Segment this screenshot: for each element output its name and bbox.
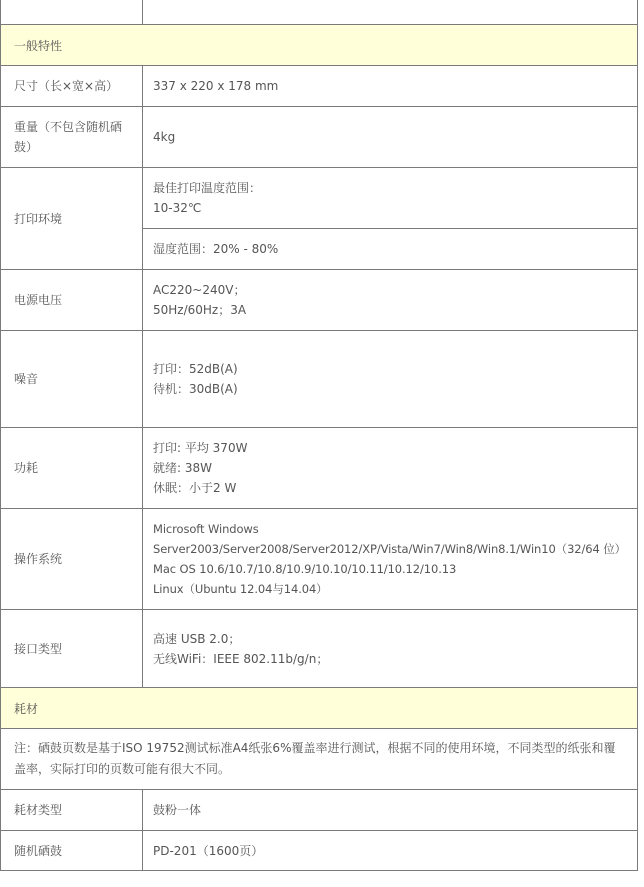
row-note xyxy=(1,729,637,790)
row-weight xyxy=(1,107,637,168)
consumable-type-label: 耗材类型 xyxy=(1,790,143,830)
size-value-cell xyxy=(143,66,637,106)
interface-value-cell xyxy=(143,610,637,687)
noise-label: 噪音 xyxy=(1,331,143,427)
row-environment xyxy=(1,168,637,270)
row-consumable-type xyxy=(1,790,637,831)
bundled-drum-label: 随机硒鼓 xyxy=(1,831,143,871)
consumption-lines xyxy=(143,428,637,508)
section-general-title: 一般特性 xyxy=(14,38,63,53)
weight-value: 4kg xyxy=(153,130,176,144)
row-consumption xyxy=(1,428,637,509)
humidity-value: 湿度范围：20% - 80% xyxy=(153,242,279,256)
size-value: 337 x 220 x 178 mm xyxy=(153,79,279,93)
power-lines xyxy=(143,270,637,330)
os-line: Microsoft Windows xyxy=(153,522,259,536)
os-line: Mac OS 10.6/10.7/10.8/10.9/10.10/10.11/10.12/10.13 xyxy=(153,562,457,576)
os-line: Linux（Ubuntu 12.04与14.04） xyxy=(153,582,328,596)
consumption-label: 功耗 xyxy=(1,428,143,508)
row-power xyxy=(1,270,637,331)
row-bundled-drum xyxy=(1,831,637,871)
os-value-cell xyxy=(143,509,637,609)
power-line: 50Hz/60Hz；3A xyxy=(153,303,247,317)
os-line: Server2003/Server2008/Server2012/XP/Vista/Win7/Win8/Win8.1/Win10（32/64 位） xyxy=(153,542,627,556)
os-label: 操作系统 xyxy=(1,509,143,609)
weight-label: 重量（不包含随机硒鼓） xyxy=(1,107,143,167)
temperature-cell xyxy=(143,168,637,229)
environment-value-cell xyxy=(143,168,637,269)
consumption-line: 休眠：小于2 W xyxy=(153,481,237,495)
consumption-line: 打印: 平均 370W xyxy=(153,441,248,455)
environment-label: 打印环境 xyxy=(1,168,143,269)
interface-line: 无线WiFi：IEEE 802.11b/g/n； xyxy=(153,651,329,666)
weight-value-cell xyxy=(143,107,637,167)
bundled-drum-value: PD-201（1600页） xyxy=(153,844,264,858)
power-label: 电源电压 xyxy=(1,270,143,330)
section-general xyxy=(1,25,637,66)
top-partial-label-cell xyxy=(1,0,143,24)
temperature-label: 最佳打印温度范围： xyxy=(153,181,262,195)
row-size xyxy=(1,66,637,107)
noise-line: 打印：52dB(A) xyxy=(153,362,238,376)
row-os xyxy=(1,509,637,610)
section-consumables-title: 耗材 xyxy=(14,701,39,716)
interface-line: 高速 USB 2.0； xyxy=(153,631,241,646)
temperature-value: 10-32℃ xyxy=(153,201,202,215)
consumable-type-value-cell xyxy=(143,790,637,830)
section-consumables xyxy=(1,688,637,729)
row-interface xyxy=(1,610,637,688)
consumption-line: 就绪: 38W xyxy=(153,461,212,475)
consumption-value-cell xyxy=(143,428,637,508)
noise-value-cell xyxy=(143,331,637,427)
interface-lines xyxy=(143,610,637,687)
consumable-type-value: 鼓粉一体 xyxy=(153,803,202,817)
cartridge-yield-note: 注：硒鼓页数是基于ISO 19752测试标准A4纸张6%覆盖率进行测试，根据不同的使用环境，不同类型的纸张和覆盖率，实际打印的页数可能有很大不同。 xyxy=(14,741,616,776)
row-noise xyxy=(1,331,637,428)
bundled-drum-value-cell xyxy=(143,831,637,871)
power-value-cell xyxy=(143,270,637,330)
noise-lines xyxy=(143,331,637,427)
size-label: 尺寸（长×宽×高） xyxy=(1,66,143,106)
noise-line: 待机：30dB(A) xyxy=(153,382,238,396)
top-partial-row xyxy=(1,0,637,25)
power-line: AC220~240V； xyxy=(153,283,246,297)
os-lines xyxy=(143,509,637,609)
interface-label: 接口类型 xyxy=(1,610,143,687)
